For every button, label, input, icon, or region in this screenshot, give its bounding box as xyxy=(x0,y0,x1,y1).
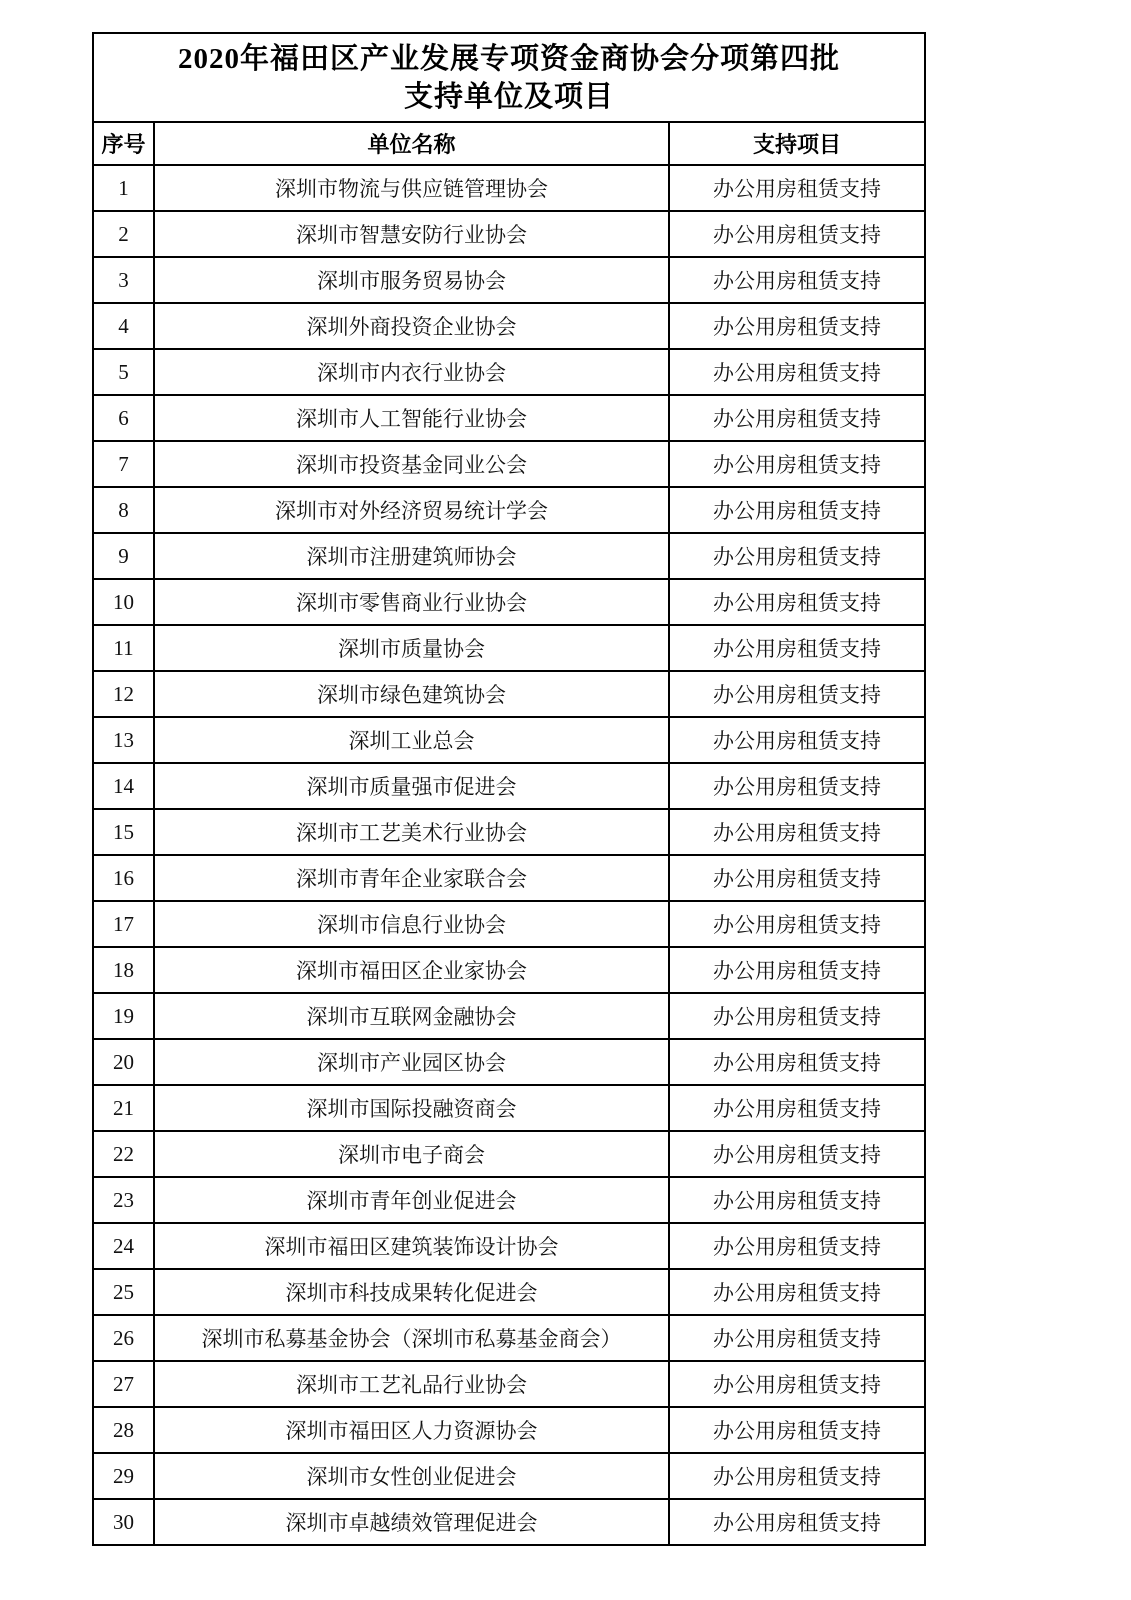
project-cell: 办公用房租赁支持 xyxy=(669,1269,925,1315)
row-index-cell: 12 xyxy=(93,671,154,717)
table-row xyxy=(93,1039,925,1085)
row-index-cell: 13 xyxy=(93,717,154,763)
project-cell: 办公用房租赁支持 xyxy=(669,579,925,625)
unit-name-cell: 深圳市福田区建筑装饰设计协会 xyxy=(154,1223,669,1269)
unit-name-cell: 深圳市投资基金同业公会 xyxy=(154,441,669,487)
unit-name-cell: 深圳外商投资企业协会 xyxy=(154,303,669,349)
project-cell: 办公用房租赁支持 xyxy=(669,809,925,855)
unit-name-cell: 深圳市女性创业促进会 xyxy=(154,1453,669,1499)
row-index-cell: 3 xyxy=(93,257,154,303)
row-index-cell: 25 xyxy=(93,1269,154,1315)
table-row xyxy=(93,947,925,993)
table-row xyxy=(93,993,925,1039)
unit-name-cell: 深圳市智慧安防行业协会 xyxy=(154,211,669,257)
unit-name-cell: 深圳市物流与供应链管理协会 xyxy=(154,165,669,211)
project-cell: 办公用房租赁支持 xyxy=(669,625,925,671)
row-index-cell: 2 xyxy=(93,211,154,257)
unit-name-cell: 深圳市青年企业家联合会 xyxy=(154,855,669,901)
row-index-cell: 30 xyxy=(93,1499,154,1545)
project-cell: 办公用房租赁支持 xyxy=(669,1085,925,1131)
row-index-cell: 20 xyxy=(93,1039,154,1085)
row-index-cell: 15 xyxy=(93,809,154,855)
unit-name-cell: 深圳市信息行业协会 xyxy=(154,901,669,947)
unit-name-cell: 深圳工业总会 xyxy=(154,717,669,763)
project-cell: 办公用房租赁支持 xyxy=(669,533,925,579)
table-row xyxy=(93,395,925,441)
row-index-cell: 5 xyxy=(93,349,154,395)
project-cell: 办公用房租赁支持 xyxy=(669,993,925,1039)
table-row xyxy=(93,1361,925,1407)
project-cell: 办公用房租赁支持 xyxy=(669,1315,925,1361)
unit-name-cell: 深圳市私募基金协会（深圳市私募基金商会） xyxy=(154,1315,669,1361)
row-index-cell: 4 xyxy=(93,303,154,349)
row-index-cell: 18 xyxy=(93,947,154,993)
table-row xyxy=(93,303,925,349)
project-cell: 办公用房租赁支持 xyxy=(669,1361,925,1407)
row-index-cell: 16 xyxy=(93,855,154,901)
project-cell: 办公用房租赁支持 xyxy=(669,1407,925,1453)
table-row xyxy=(93,1269,925,1315)
unit-name-cell: 深圳市绿色建筑协会 xyxy=(154,671,669,717)
unit-name-cell: 深圳市福田区人力资源协会 xyxy=(154,1407,669,1453)
title-row xyxy=(93,33,925,122)
project-cell: 办公用房租赁支持 xyxy=(669,901,925,947)
project-cell: 办公用房租赁支持 xyxy=(669,349,925,395)
project-cell: 办公用房租赁支持 xyxy=(669,1039,925,1085)
table-row xyxy=(93,1499,925,1545)
project-cell: 办公用房租赁支持 xyxy=(669,1453,925,1499)
unit-name-cell: 深圳市质量协会 xyxy=(154,625,669,671)
project-cell: 办公用房租赁支持 xyxy=(669,947,925,993)
row-index-cell: 10 xyxy=(93,579,154,625)
row-index-cell: 7 xyxy=(93,441,154,487)
table-row xyxy=(93,487,925,533)
document-table xyxy=(92,32,926,1546)
project-cell: 办公用房租赁支持 xyxy=(669,1131,925,1177)
table-row xyxy=(93,1131,925,1177)
row-index-cell: 11 xyxy=(93,625,154,671)
unit-name-cell: 深圳市国际投融资商会 xyxy=(154,1085,669,1131)
unit-name-cell: 深圳市福田区企业家协会 xyxy=(154,947,669,993)
project-cell: 办公用房租赁支持 xyxy=(669,1177,925,1223)
project-cell: 办公用房租赁支持 xyxy=(669,1223,925,1269)
unit-name-cell: 深圳市对外经济贸易统计学会 xyxy=(154,487,669,533)
unit-name-cell: 深圳市电子商会 xyxy=(154,1131,669,1177)
project-cell: 办公用房租赁支持 xyxy=(669,441,925,487)
project-cell: 办公用房租赁支持 xyxy=(669,211,925,257)
project-cell: 办公用房租赁支持 xyxy=(669,717,925,763)
table-row xyxy=(93,211,925,257)
table-row xyxy=(93,763,925,809)
unit-name-cell: 深圳市工艺礼品行业协会 xyxy=(154,1361,669,1407)
table-row xyxy=(93,165,925,211)
table-row xyxy=(93,1085,925,1131)
row-index-cell: 22 xyxy=(93,1131,154,1177)
row-index-cell: 17 xyxy=(93,901,154,947)
row-index-cell: 14 xyxy=(93,763,154,809)
unit-name-cell: 深圳市服务贸易协会 xyxy=(154,257,669,303)
project-cell: 办公用房租赁支持 xyxy=(669,763,925,809)
table-row xyxy=(93,625,925,671)
table-row xyxy=(93,901,925,947)
unit-name-cell: 深圳市互联网金融协会 xyxy=(154,993,669,1039)
row-index-cell: 24 xyxy=(93,1223,154,1269)
project-cell: 办公用房租赁支持 xyxy=(669,487,925,533)
row-index-cell: 28 xyxy=(93,1407,154,1453)
row-index-cell: 29 xyxy=(93,1453,154,1499)
unit-name-cell: 深圳市注册建筑师协会 xyxy=(154,533,669,579)
row-index-cell: 6 xyxy=(93,395,154,441)
table-row xyxy=(93,1453,925,1499)
project-cell: 办公用房租赁支持 xyxy=(669,303,925,349)
row-index-cell: 9 xyxy=(93,533,154,579)
table-row xyxy=(93,1223,925,1269)
row-index-cell: 23 xyxy=(93,1177,154,1223)
table-row xyxy=(93,533,925,579)
row-index-cell: 26 xyxy=(93,1315,154,1361)
project-cell: 办公用房租赁支持 xyxy=(669,165,925,211)
project-cell: 办公用房租赁支持 xyxy=(669,1499,925,1545)
table-row xyxy=(93,257,925,303)
table-row xyxy=(93,809,925,855)
table-row xyxy=(93,1407,925,1453)
table-row xyxy=(93,579,925,625)
table-row xyxy=(93,1177,925,1223)
header-row xyxy=(93,122,925,165)
unit-name-cell: 深圳市科技成果转化促进会 xyxy=(154,1269,669,1315)
row-index-cell: 1 xyxy=(93,165,154,211)
unit-name-cell: 深圳市产业园区协会 xyxy=(154,1039,669,1085)
row-index-cell: 8 xyxy=(93,487,154,533)
unit-name-cell: 深圳市工艺美术行业协会 xyxy=(154,809,669,855)
unit-name-cell: 深圳市内衣行业协会 xyxy=(154,349,669,395)
table-row xyxy=(93,717,925,763)
column-header-project: 支持项目 xyxy=(669,122,925,165)
column-header-index: 序号 xyxy=(93,122,154,165)
row-index-cell: 27 xyxy=(93,1361,154,1407)
row-index-cell: 21 xyxy=(93,1085,154,1131)
table-row xyxy=(93,441,925,487)
project-cell: 办公用房租赁支持 xyxy=(669,671,925,717)
table-row xyxy=(93,855,925,901)
project-cell: 办公用房租赁支持 xyxy=(669,855,925,901)
table-row xyxy=(93,349,925,395)
title-line-1: 2020年福田区产业发展专项资金商协会分项第四批 xyxy=(178,42,841,75)
project-cell: 办公用房租赁支持 xyxy=(669,257,925,303)
table-row xyxy=(93,1315,925,1361)
table-body xyxy=(93,165,925,1545)
unit-name-cell: 深圳市卓越绩效管理促进会 xyxy=(154,1499,669,1545)
table-row xyxy=(93,671,925,717)
document-title xyxy=(93,33,925,122)
row-index-cell: 19 xyxy=(93,993,154,1039)
unit-name-cell: 深圳市青年创业促进会 xyxy=(154,1177,669,1223)
project-cell: 办公用房租赁支持 xyxy=(669,395,925,441)
unit-name-cell: 深圳市质量强市促进会 xyxy=(154,763,669,809)
unit-name-cell: 深圳市零售商业行业协会 xyxy=(154,579,669,625)
unit-name-cell: 深圳市人工智能行业协会 xyxy=(154,395,669,441)
title-line-2: 支持单位及项目 xyxy=(404,80,615,113)
column-header-unit-name: 单位名称 xyxy=(154,122,669,165)
